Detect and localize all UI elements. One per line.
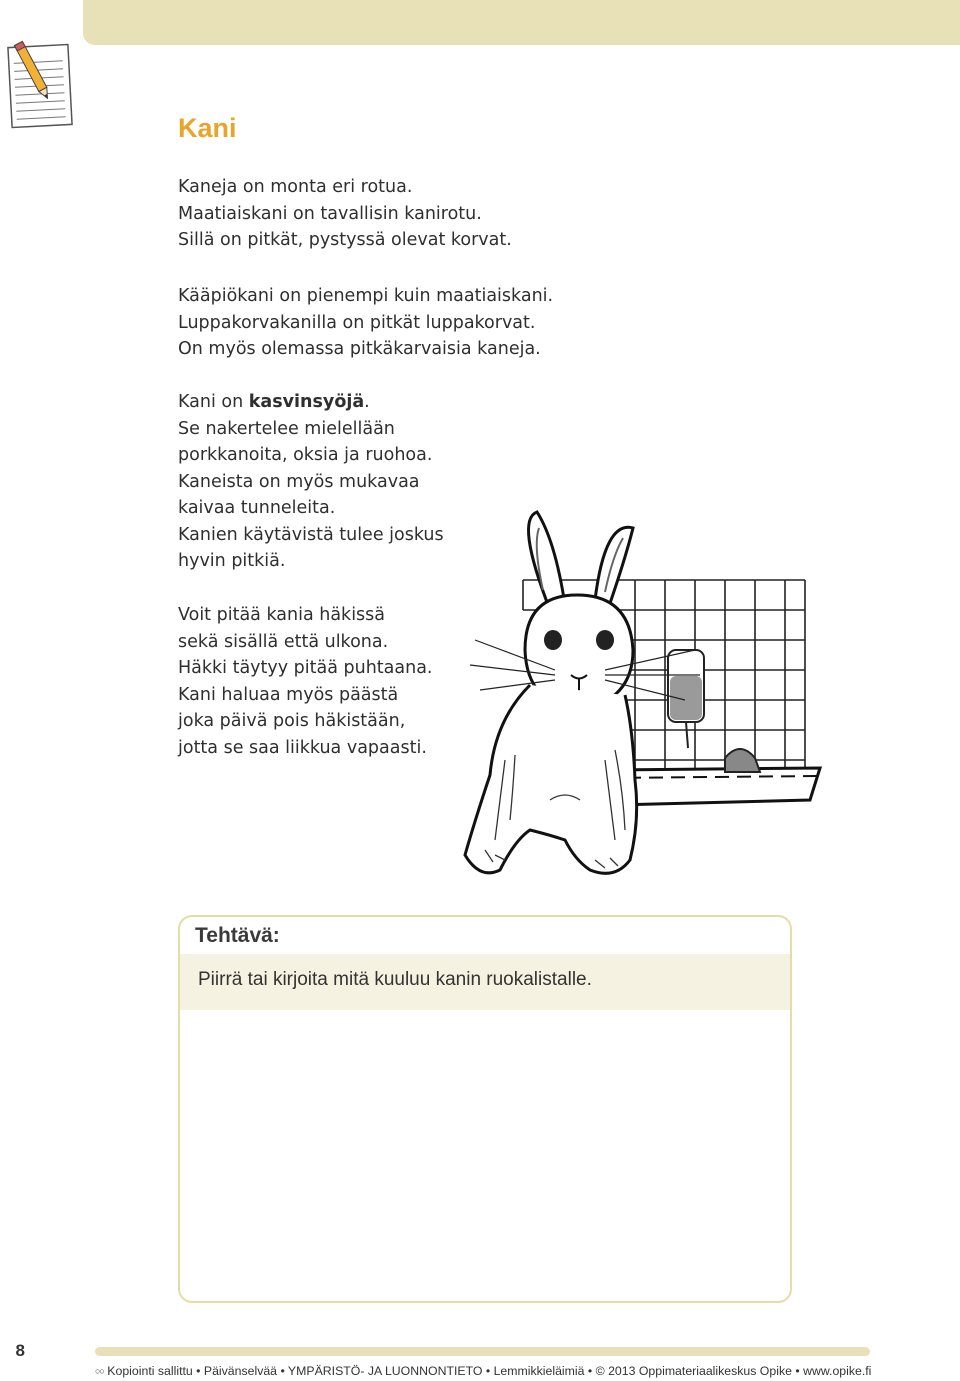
paragraph-breeds	[178, 174, 512, 254]
footer-text: Kopiointi sallittu • Päivänselvää • YMPÄRISTÖ- JA LUONNONTIETO • Lemmikkieläimiä • © 2013 Oppimateriaalikeskus Opike • www.opike.fi	[107, 1364, 872, 1378]
paragraph-diet	[178, 389, 444, 575]
text-line: Maatiaiskani on tavallisin kanirotu.	[178, 203, 482, 224]
text-line: On myös olemassa pitkäkarvaisia kaneja.	[178, 339, 541, 359]
top-color-band	[83, 0, 960, 45]
text-line: jotta se saa liikkua vapaasti.	[178, 737, 427, 758]
notepad-with-pencil-icon	[6, 38, 74, 130]
text-line: Kani on kasvinsyöjä.	[178, 392, 370, 412]
text-line: Kaneja on monta eri rotua.	[178, 177, 413, 197]
task-box	[178, 915, 792, 1303]
task-instruction: Piirrä tai kirjoita mitä kuuluu kanin ruokalistalle.	[198, 969, 592, 990]
keyword-bold: kasvinsyöjä	[248, 392, 365, 412]
text-line: Kaneista on myös mukavaa	[178, 471, 420, 492]
page-number: 8	[15, 1341, 25, 1360]
text-line: Luppakorvakanilla on pitkät luppakorvat.	[178, 312, 536, 333]
text-line: sekä sisällä että ulkona.	[178, 631, 389, 652]
page-title: Kani	[178, 113, 237, 143]
text-line: joka päivä pois häkistään,	[178, 711, 406, 731]
text-line: Sillä on pitkät, pystyssä olevat korvat.	[178, 230, 512, 250]
task-heading: Tehtävä:	[195, 924, 280, 947]
text-line: Voit pitää kania häkissä	[178, 605, 386, 625]
text-line: Se nakertelee mielellään	[178, 418, 395, 439]
footer	[95, 1364, 871, 1378]
paragraph-sizes	[178, 283, 553, 363]
double-circle-icon: ○○	[95, 1366, 104, 1376]
text-line: hyvin pitkiä.	[178, 551, 286, 571]
paragraph-cage	[178, 602, 432, 761]
text-line: Häkki täytyy pitää puhtaana.	[178, 658, 433, 678]
text-line: Kanien käytävistä tulee joskus	[178, 524, 444, 545]
text-line: Kani haluaa myös päästä	[178, 684, 399, 705]
text-line: porkkanoita, oksia ja ruohoa.	[178, 445, 433, 465]
footer-color-bar	[95, 1347, 870, 1356]
task-instruction-band	[180, 954, 790, 1010]
rabbit-in-cage-illustration	[455, 500, 835, 890]
text-line: kaivaa tunneleita.	[178, 498, 336, 518]
text-line: Kääpiökani on pienempi kuin maatiaiskani.	[178, 286, 554, 306]
